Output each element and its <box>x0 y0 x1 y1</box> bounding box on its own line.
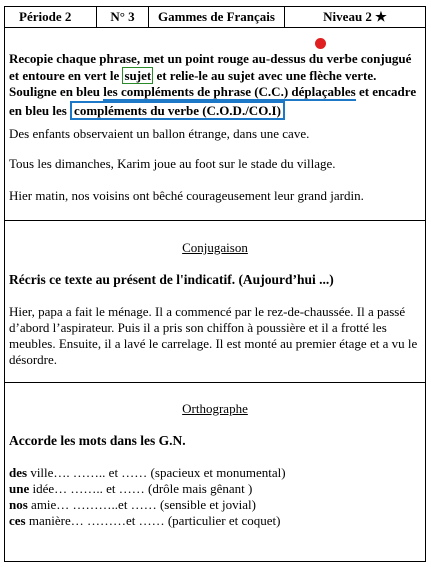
section-divider <box>5 220 425 221</box>
sujet-boxed: sujet <box>124 67 152 83</box>
sentence-3: Hier matin, nos voisins ont bêché courageusement leur grand jardin. <box>9 188 364 203</box>
header-table <box>4 6 426 28</box>
worksheet-frame <box>4 28 426 562</box>
cc-underlined: les compléments de phrase (C.C.) déplaçables <box>103 84 356 99</box>
header-gammes: Gammes de Français <box>149 7 285 27</box>
red-dot-icon <box>315 38 326 49</box>
header-numero: N° 3 <box>97 7 149 27</box>
sentence-2: Tous les dimanches, Karim joue au foot sur le stade du village. <box>9 156 336 171</box>
exercise1-instructions: Recopie chaque phrase, met un point rouge au-dessus du verbe conjugué et entoure en vert le sujet et relie-le au sujet avec une flèche verte. Souligne en bleu les compléments de phrase (C.C.) déplaçables et encadre en bleu les compléments du verbe (C.O.D./CO.I) <box>9 51 417 118</box>
orthographe-title: Orthographe <box>182 401 248 416</box>
gn-item: une idée… …….. et …… (drôle mais gênant ) <box>9 481 253 496</box>
conjugaison-title: Conjugaison <box>182 240 248 255</box>
gn-item: nos amie… ………..et …… (sensible et jovial) <box>9 497 256 512</box>
header-niveau: Niveau 2 ★ <box>323 9 387 24</box>
orthographe-question: Accorde les mots dans les G.N. <box>9 433 186 448</box>
gn-item: des ville…. …….. et …… (spacieux et monumental) <box>9 465 286 480</box>
cod-boxed: compléments du verbe (C.O.D./CO.I) <box>70 101 285 120</box>
conjugaison-text: Hier, papa a fait le ménage. Il a commencé par le rez-de-chaussée. Il a passé d’abord l’aspirateur. Puis il a pris son chiffon à poussière et il a frotté les meubles. Ensuite, il a lavé le carrelage. Il est monté au premier étage et a vu le désordre. <box>9 304 418 367</box>
gn-item: ces manière… ………et …… (particulier et coquet) <box>9 513 281 528</box>
section-divider <box>5 382 425 383</box>
header-periode: Période 2 <box>5 7 97 27</box>
sentence-1: Des enfants observaient un ballon étrange, dans une cave. <box>9 126 310 141</box>
conjugaison-question: Récris ce texte au présent de l'indicatif. (Aujourd’hui ...) <box>9 272 334 287</box>
